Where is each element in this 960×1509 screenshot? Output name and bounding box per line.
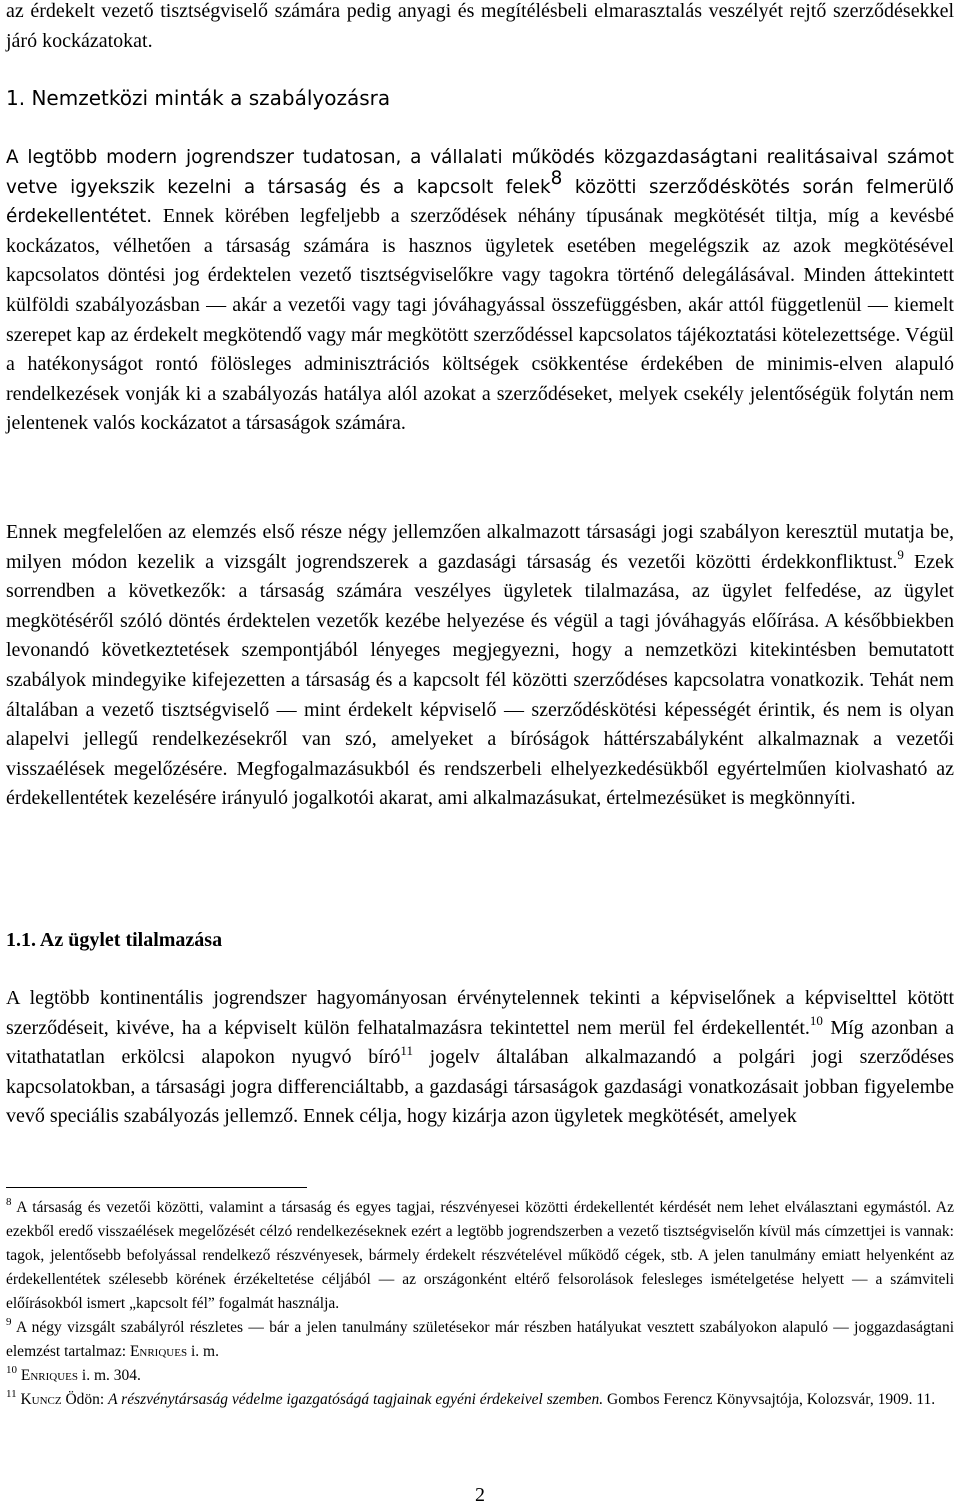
paragraph-1-part-c: Ennek körében legfeljebb a szerződések néhány típusának megkötését tiltja, míg a kevésbé kockázatos, vélhetően a társaság számára is hasznos ügyletek esetében megelégszik az azok megkötésével kapcsolatos döntési jog érdektelen vezető tisztségviselőkre vagy tagokra történő delegálásával. Minden áttekintett külföldi szabályozásban ― akár a vezetői vagy tagi jóváhagyással összefüggésben, akár attól függetlenül ― kiemelt szerepet kap az érdekelt megkötendő vagy már megkötött szerződéssel kapcsolatos tájékoztatási kötelezettsége. Végül a hatékonyságot rontó fölösleges adminisztrációs költségek csökkentése érdekében de minimis-elven alapuló rendelkezések vonják ki a szabályozás hatálya alól azokat a szerződéseket, melyek csekély jelentőségük folytán nem jelentenek valós kockázatot a társaságok számára. <box>6 205 954 435</box>
footnote-11-author: Kuncz <box>20 1391 62 1408</box>
section-heading-1 <box>6 84 954 114</box>
footnote-8-number: 8 <box>6 1195 12 1208</box>
footnote-9-text: A négy vizsgált szabályról részletes ― bár a jelen tanulmány születésekor már részben hatályukat vesztett szabályokon alapuló ― joggazdaságtani elemzést tartalmaz: <box>6 1319 954 1360</box>
footnote-11-tail: Gombos Ferencz Könyvsajtója, Kolozsvár, 1909. 11. <box>603 1391 936 1408</box>
footnote-10-tail: i. m. 304. <box>78 1367 141 1384</box>
subsection-title: Az ügylet tilalmazása <box>39 929 223 951</box>
paragraph-1-part-a: A legtöbb modern jogrendszer tudatosan, a vállalati működés közgazdaságtani realitásaival számot vetve igyekszik kezelni a társaság és a kapcsolt felek <box>6 147 954 198</box>
footnote-8-text: A társaság és vezetői közötti, valamint a társaság és egyes tagjai, részvényesei közötti érdekellentét kérdését nem lehet elválasztani egymástól. Az ezekből eredő visszaélések megelőzését célzó rendelkezéseknek ezért a legtöbb jogrendszerben a vezető tisztségviselőn kívül más címzettjei is vannak: tagok, jelentősebb befolyással rendelkező részvényesek, bármely érdekelt részvételével működő cégek, stb. A jelen tanulmány emiatt helyenként az érdekellentétek szélesebb körének érzékeltetése céljából ― az országonként eltérő felsorolások felesleges ismételgetése helyett ― a számviteli előírásokból ismert „kapcsolt fél” fogalmát használja. <box>6 1199 954 1312</box>
paragraph-1 <box>6 143 954 439</box>
paragraph-3-part-b: Míg azonban a vitathatatlan erkölcsi alapokon nyugvó bíró <box>6 1016 954 1069</box>
footnote-10 <box>6 1364 954 1388</box>
page-number: 2 <box>475 1484 485 1506</box>
footnote-separator <box>6 1187 307 1188</box>
footnote-11-number: 11 <box>6 1387 17 1400</box>
footnote-11 <box>6 1388 954 1412</box>
footnotes <box>6 1196 954 1412</box>
footnote-10-number: 10 <box>6 1363 17 1376</box>
footnote-9-tail: i. m. <box>187 1343 219 1360</box>
section-title: Nemzetközi minták a szabályozásra <box>31 86 391 110</box>
paragraph-2-part-a: Ennek megfelelően az elemzés első része négy jellemzően alkalmazott társasági jogi szabályon keresztül mutatja be, milyen módon kezelik a vizsgált jogrendszerek a gazdasági társaság és vezetői közötti érdekkonfliktust. <box>6 521 954 573</box>
subsection-number: 1.1. <box>6 929 36 951</box>
paragraph-1-part-b: közötti szerződéskötés során felmerülő érdekellentétet. <box>6 176 955 228</box>
footnote-9 <box>6 1316 954 1364</box>
footnote-11-name: Ödön: <box>61 1391 109 1408</box>
footnote-11-title: A részvénytársaság védelme igazgatóságá tagjainak egyéni érdekeivel szemben. <box>108 1391 604 1408</box>
footnote-ref-9[interactable]: 9 <box>897 546 904 562</box>
paragraph-2-part-b: Ezek sorrendben a következők: a társaság számára veszélyes ügyletek tilalmazása, az ügylet felfedése, az ügylet megkötéséről szóló döntés érdektelen vezetők kezébe helyezése és végül a tagi jóváhagyás előírása. A későbbiekben levonandó következtetések szempontjából lényeges megjegyezni, hogy a nemzetközi kitekintésben bemutatott szabályok mindegyike kifejezetten a társaság és a kapcsolt fél közötti szerződéses kapcsolatra vonatkozik. Tehát nem általában a vezető tisztségviselő ― mint érdekelt képviselő ― szerződéskötési képességét érintik, és nem is olyan alapelvi jellegű rendelkezésekről van szó, amelyeket a bíróságok háttérszabályként alkalmaznak a vezetői visszaélések megelőzésére. Megfogalmazásukból és rendszerbeli elhelyezkedésükből egyértelműen kiolvasható az érdekellentétek kezelésére irányuló jogalkotói akarat, ami alkalmazásukat, értelmezésüket is megkönnyíti. <box>6 550 954 810</box>
paragraph-3-part-c: jogelv általában alkalmazandó a polgári jogi szerződéses kapcsolatokban, a társasági jogra differenciáltabb, a gazdasági társaságok gazdasági vonatkozásait jobban figyelembe vevő speciális szabályozás jellemző. Ennek célja, hogy kizárja azon ügyletek megkötését, amelyek <box>6 1046 954 1128</box>
section-number: 1. <box>6 86 26 110</box>
footnote-8 <box>6 1196 954 1316</box>
section-heading-1-1 <box>6 926 954 956</box>
continuation-paragraph: az érdekelt vezető tisztségviselő számára pedig anyagi és megítélésbeli elmarasztalás veszélyét rejtő szerződésekkel járó kockázatokat. <box>6 0 954 52</box>
footnote-ref-10[interactable]: 10 <box>809 1012 823 1028</box>
paragraph-3 <box>6 984 954 1132</box>
footnote-9-author: Enriques <box>129 1343 188 1360</box>
footnote-10-author: Enriques <box>20 1367 79 1384</box>
footnote-ref-11[interactable]: 11 <box>400 1042 413 1058</box>
footnote-ref-8[interactable]: 8 <box>550 167 563 189</box>
paragraph-3-part-a: A legtöbb kontinentális jogrendszer hagyományosan érvénytelennek tekinti a képviselőnek a képviselttel kötött szerződéseit, kivéve, ha a képviselt külön felhatalmazásra tekintettel nem merül fel érdekellentét. <box>6 987 954 1039</box>
footnote-9-number: 9 <box>6 1315 12 1328</box>
paragraph-2 <box>6 518 954 814</box>
